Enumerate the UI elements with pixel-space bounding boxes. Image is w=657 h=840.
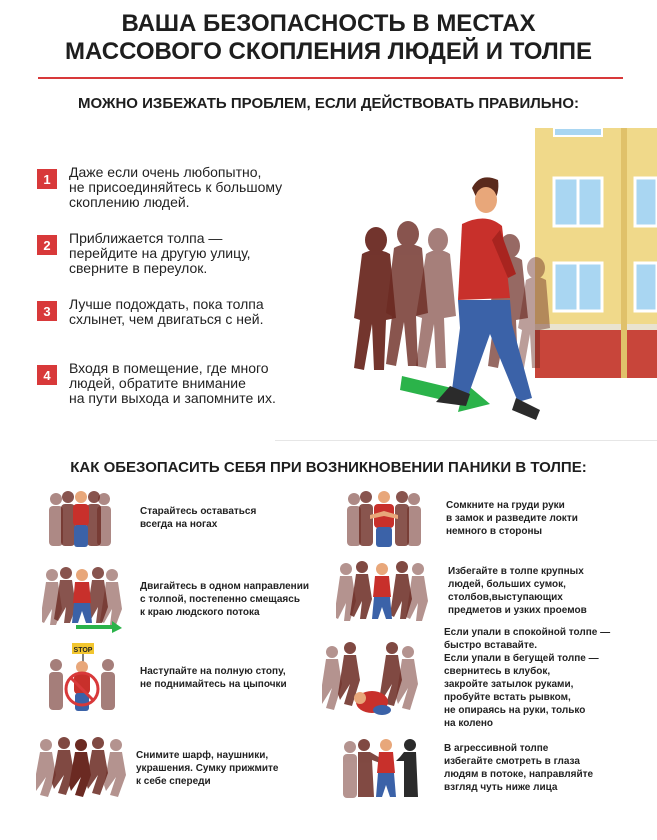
crowd-building-illustration: [340, 128, 657, 440]
tip-text: Приближается толпа — перейдите на другую улицу, сверните в переулок.: [69, 230, 251, 276]
page-title: [0, 10, 657, 66]
section-title-panic: КАК ОБЕЗОПАСИТЬ СЕБЯ ПРИ ВОЗНИКНОВЕНИИ ПАНИКИ В ТОЛПЕ:: [70, 459, 587, 476]
arms-crossed-illustration: [342, 487, 426, 549]
panic-tip-text: Избегайте в толпе крупных людей, больших сумок, столбов,выступающих предметов и узких проемов: [448, 566, 587, 616]
sign-label: STOP: [73, 647, 93, 654]
tip-text: Даже если очень любопытно, не присоединяйтесь к большому скоплению людей.: [69, 164, 283, 210]
tip-4: [37, 361, 337, 406]
section-divider: [275, 440, 657, 441]
crowd-silhouettes: [354, 221, 550, 370]
title-line-2: МАССОВОГО СКОПЛЕНИЯ ЛЮДЕЙ И ТОЛПЕ: [65, 38, 592, 65]
building: [535, 128, 657, 378]
panic-tip-6: [322, 627, 647, 729]
section-subtitle: МОЖНО ИЗБЕЖАТЬ ПРОБЛЕМ, ЕСЛИ ДЕЙСТВОВАТЬ ПРАВИЛЬНО:: [77, 95, 580, 112]
tip-text: Входя в помещение, где много людей, обратите внимание на пути выхода и запомните их.: [69, 360, 276, 406]
crowd-pushing-illustration: [336, 557, 428, 625]
panic-tip-text: Снимите шарф, наушники, украшения. Сумку прижмите к себе спереди: [136, 749, 279, 787]
panic-tip-text: Двигайтесь в одном направлении с толпой, постепенно смещаясь к краю людского потока: [140, 580, 309, 618]
panic-tip-1: [42, 487, 332, 549]
tip-2: [37, 231, 337, 276]
fallen-person-illustration: [322, 638, 420, 718]
panic-tip-5: [42, 643, 342, 713]
panic-tip-text: Старайтесь оставаться всегда на ногах: [140, 506, 257, 530]
crowd-standing-illustration: [42, 487, 122, 549]
tip-3: [37, 297, 337, 327]
panic-tip-8: [342, 735, 647, 801]
aggressive-crowd-illustration: [342, 735, 430, 801]
panic-tip-4: [336, 557, 647, 625]
title-divider: [38, 77, 623, 79]
tip-number-badge: 3: [37, 301, 57, 321]
panic-tip-text: Сомкните на груди руки в замок и разведите локти немного в стороны: [446, 499, 578, 537]
tip-number-badge: 1: [37, 169, 57, 189]
panic-tip-text: В агрессивной толпе избегайте смотреть в глаза людям в потоке, направляйте взгляд чуть ниже лица: [444, 743, 594, 793]
panic-tip-3: [42, 565, 342, 633]
title-line-1: ВАША БЕЗОПАСНОСТЬ В МЕСТАХ: [121, 10, 536, 37]
tip-text: Лучше подождать, пока толпа схлынет, чем двигаться с ней.: [69, 296, 264, 327]
crowd-moving-illustration: [42, 565, 124, 633]
tip-1: [37, 165, 337, 210]
tip-number-badge: 4: [37, 365, 57, 385]
panic-tip-2: [342, 487, 647, 549]
tip-number-badge: 2: [37, 235, 57, 255]
tiptoe-warning-illustration: [42, 643, 122, 713]
panic-tip-text: Наступайте на полную стопу, не поднимайтесь на цыпочки: [140, 666, 287, 690]
panic-tip-text: Если упали в спокойной толпе — быстро вставайте. Если упали в бегущей толпе — свернитесь в клубок, закройте затылок руками, пробуйте встать рывком, не опираясь на руки, только на колено: [444, 627, 611, 729]
running-crowd-illustration: [36, 735, 126, 801]
panic-tip-7: [36, 735, 342, 801]
